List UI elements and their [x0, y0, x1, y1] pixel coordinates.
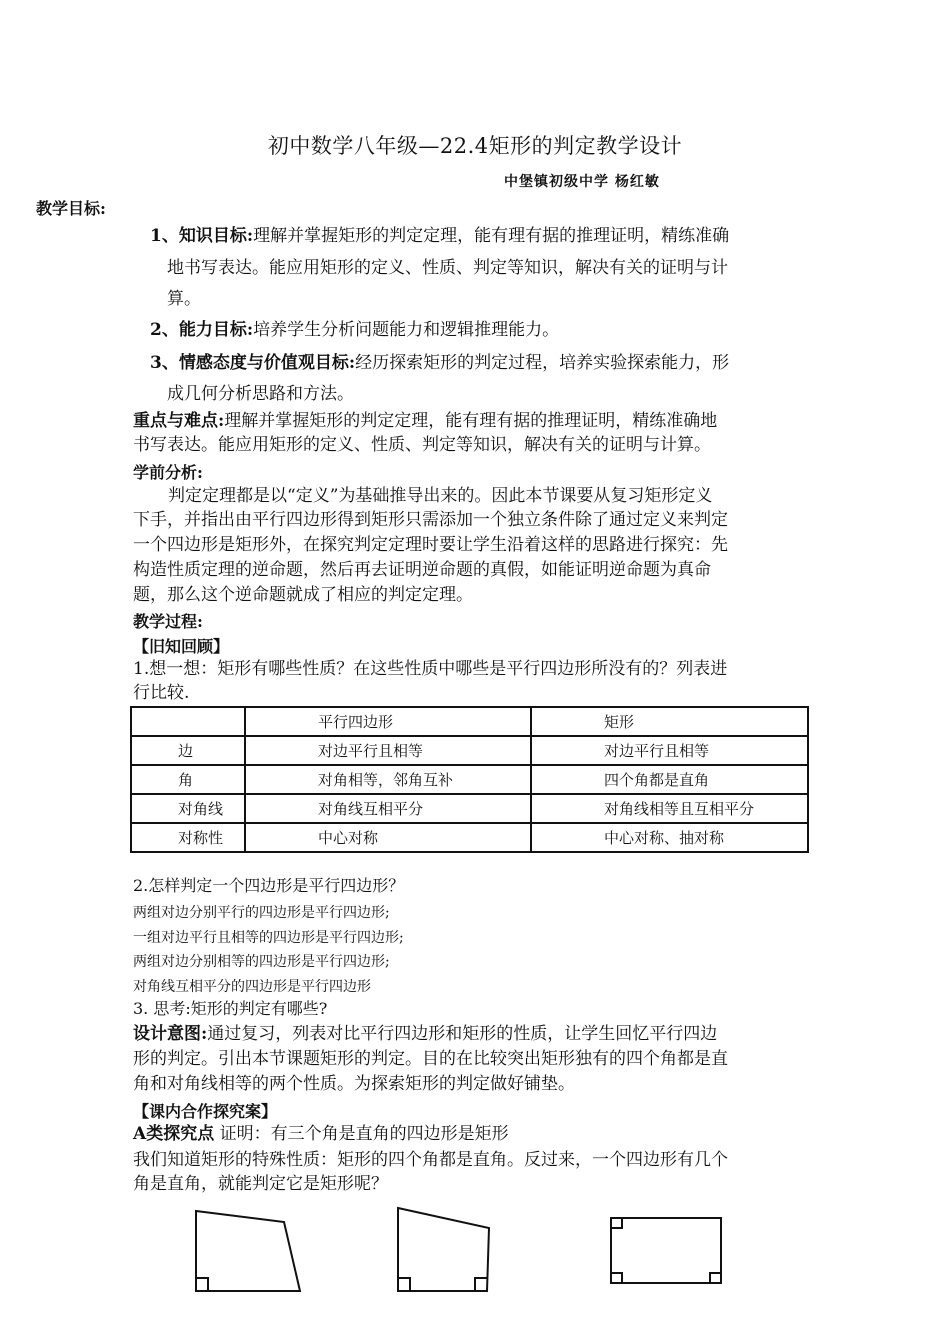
table-cell: 中心对称、抽对称	[531, 823, 808, 852]
q2-answer-4: 对角线互相平分的四边形是平行四边形	[133, 979, 371, 995]
analysis-line2: 下手，并指出由平行四边形得到矩形只需添加一个独立条件除了通过定义来判定	[133, 510, 728, 530]
table-cell: 对边平行且相等	[531, 736, 808, 765]
process-heading: 教学过程:	[133, 612, 203, 631]
q2-answer-2: 一组对边平行且相等的四边形是平行四边形;	[133, 930, 404, 946]
comparison-table	[130, 706, 809, 853]
table-cell: 中心对称	[245, 823, 531, 852]
table-row	[131, 736, 808, 765]
table-cell: 四个角都是直角	[531, 765, 808, 794]
table-cell	[131, 707, 245, 736]
right-angle-marker	[611, 1273, 622, 1283]
analysis-line3: 一个四边形是矩形外，在探究判定定理时要让学生沿着这样的思路进行探究：先	[133, 535, 728, 555]
page-title: 初中数学八年级—22.4矩形的判定教学设计	[267, 134, 683, 158]
quadrilateral-figures	[180, 1200, 740, 1310]
right-angle-marker	[710, 1273, 721, 1283]
explore-a-line2: 我们知道矩形的特殊性质：矩形的四个角都是直角。反过来，一个四边形有几个	[133, 1150, 728, 1170]
design-intent-line1	[133, 1022, 717, 1046]
goal-item-1	[150, 224, 729, 248]
analysis-line4: 构造性质定理的逆命题，然后再去证明逆命题的真假，如能证明逆命题为真命	[133, 560, 711, 580]
table-cell: 平行四边形	[245, 707, 531, 736]
table-cell: 对称性	[131, 823, 245, 852]
explore-heading: 【课内合作探究案】	[133, 1102, 278, 1121]
keypoints-line2: 书写表达。能应用矩形的定义、性质、判定等知识，解决有关的证明与计算。	[133, 435, 711, 455]
q2-answer-1: 两组对边分别平行的四边形是平行四边形;	[133, 905, 390, 921]
table-row	[131, 765, 808, 794]
design-intent-line2: 形的判定。引出本节课题矩形的判定。目的在比较突出矩形独有的四个角都是直	[133, 1049, 728, 1069]
right-angle-marker	[475, 1278, 488, 1291]
goal-1-line3: 算。	[167, 289, 201, 309]
table-cell: 对角线	[131, 794, 245, 823]
table-cell: 对边平行且相等	[245, 736, 531, 765]
question-3: 3. 思考:矩形的判定有哪些?	[133, 999, 328, 1018]
keypoints-label: 重点与难点:	[133, 411, 225, 431]
explore-a-line3: 角是直角，就能判定它是矩形呢？	[133, 1174, 388, 1194]
quadrilateral-two-right-angles	[398, 1208, 489, 1291]
analysis-line5: 题，那么这个逆命题就成了相应的判定定理。	[133, 585, 473, 605]
goal-2-text: 培养学生分析问题能力和逻辑推理能力。	[253, 320, 560, 340]
author-line: 中堡镇初级中学 杨红敏	[504, 174, 660, 190]
goal-item-2	[150, 318, 559, 342]
explore-a-label: A类探究点	[133, 1124, 215, 1144]
review-heading: 【旧知回顾】	[133, 637, 230, 656]
analysis-heading: 学前分析:	[133, 463, 203, 482]
goal-1-text: 理解并掌握矩形的判定定理，能有理有据的推理证明，精练准确	[253, 226, 730, 246]
goal-2-label: 2、能力目标:	[150, 320, 254, 340]
analysis-line1: 判定定理都是以“定义”为基础推导出来的。因此本节课要从复习矩形定义	[168, 486, 713, 506]
question-1-line1: 1.想一想：矩形有哪些性质？在这些性质中哪些是平行四边形所没有的？列表进	[133, 659, 728, 679]
design-intent-text: 通过复习，列表对比平行四边形和矩形的性质，让学生回忆平行四边	[207, 1024, 718, 1044]
goal-3-label: 3、情感态度与价值观目标:	[150, 353, 356, 373]
right-angle-marker	[196, 1278, 208, 1291]
table-cell: 对角线互相平分	[245, 794, 531, 823]
table-cell: 对角相等，邻角互补	[245, 765, 531, 794]
table-header-row	[131, 707, 808, 736]
q2-answer-3: 两组对边分别相等的四边形是平行四边形;	[133, 954, 390, 970]
table-cell: 角	[131, 765, 245, 794]
table-cell: 矩形	[531, 707, 808, 736]
table-cell: 边	[131, 736, 245, 765]
quadrilateral-one-right-angle	[196, 1211, 300, 1291]
goal-1-label: 1、知识目标:	[150, 226, 254, 246]
question-1-line2: 行比较.	[133, 683, 190, 703]
goal-3-line2: 成几何分析思路和方法。	[167, 384, 354, 404]
explore-a-line	[133, 1122, 509, 1146]
table-row	[131, 823, 808, 852]
rectangle-shape	[611, 1218, 721, 1283]
question-2: 2.怎样判定一个四边形是平行四边形？	[133, 876, 405, 895]
goal-3-text: 经历探索矩形的判定过程，培养实验探索能力，形	[355, 353, 730, 373]
design-intent-label: 设计意图:	[133, 1024, 208, 1044]
table-cell: 对角线相等且互相平分	[531, 794, 808, 823]
quadrilateral-shape	[196, 1211, 300, 1291]
keypoints-line1	[133, 409, 717, 433]
explore-a-text: 证明：有三个角是直角的四边形是矩形	[219, 1124, 509, 1144]
table-row	[131, 794, 808, 823]
goal-item-3	[150, 351, 729, 375]
goal-1-line2: 地书写表达。能应用矩形的定义、性质、判定等知识，解决有关的证明与计	[167, 258, 728, 278]
design-intent-line3: 角和对角线相等的两个性质。为探索矩形的判定做好铺垫。	[133, 1074, 575, 1094]
goals-heading: 教学目标:	[36, 199, 106, 218]
keypoints-text: 理解并掌握矩形的判定定理，能有理有据的推理证明，精练准确地	[224, 411, 718, 431]
right-angle-marker	[398, 1278, 410, 1291]
quadrilateral-rectangle	[611, 1218, 721, 1283]
right-angle-marker	[611, 1218, 622, 1228]
